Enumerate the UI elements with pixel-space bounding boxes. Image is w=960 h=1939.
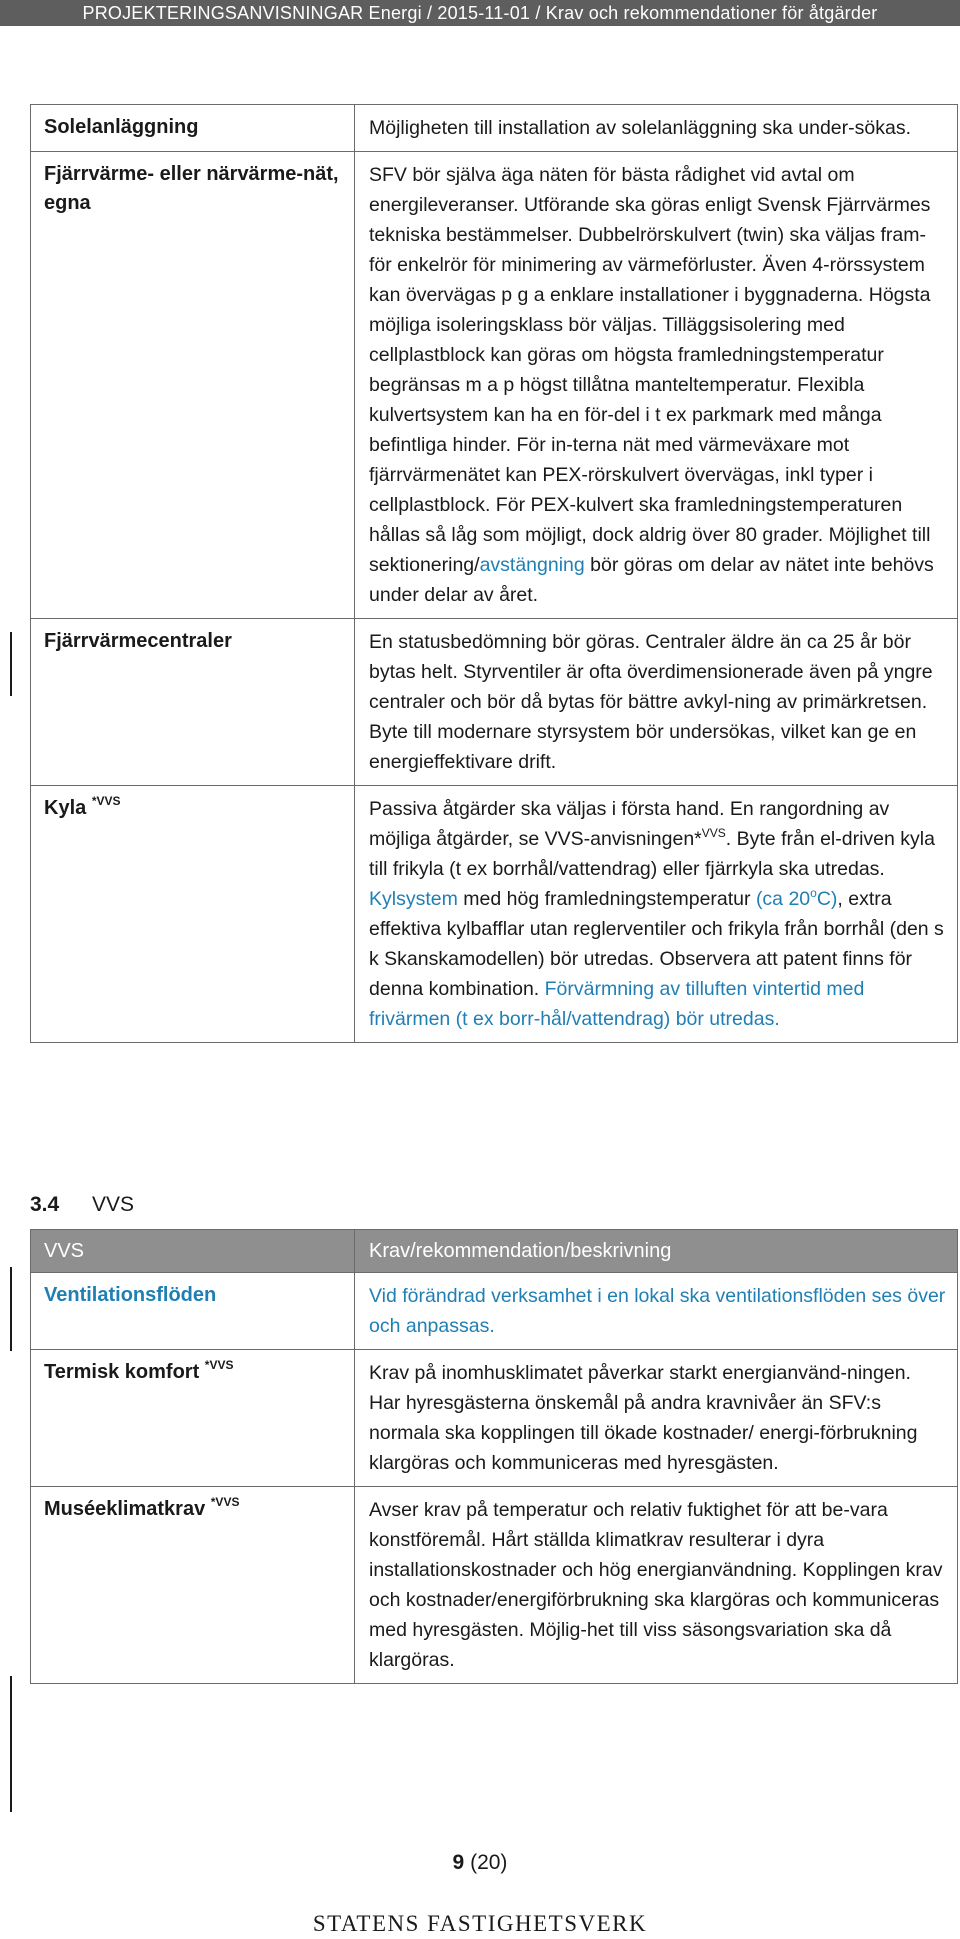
highlighted-term: Förvärmning av tilluften vintertid med frivärmen (t ex borr-hål/vattendrag) bör utredas. [369, 978, 865, 1030]
reference-marker: *VVS [91, 794, 121, 809]
row-text [355, 786, 958, 1043]
row-label: Solelanläggning [31, 105, 355, 152]
reference-marker: *VVS [210, 1495, 240, 1510]
row-text: Avser krav på temperatur och relativ fuktighet för att be-vara konstföremål. Hårt ställda klimatkrav resulterar i dyra installationskostnader och hög energianvändning. Kopplingen krav och kostnader/energiförbrukning ska klargöras och kommuniceras med hyresgästen. Möjlig-het till viss säsongsvariation ska då klargöras. [355, 1487, 958, 1684]
text-segment: Passiva åtgärder ska väljas i första hand. En rangordning av möjliga åtgärder, se VVS-anvisningen* [369, 798, 890, 850]
text-segment: med hög framledningstemperatur [457, 888, 756, 910]
column-header: Krav/rekommendation/beskrivning [355, 1230, 958, 1273]
page-number [0, 1851, 960, 1875]
column-header: VVS [31, 1230, 355, 1273]
row-text [355, 152, 958, 619]
section-title: VVS [92, 1193, 135, 1216]
degree-marker: o [810, 885, 817, 900]
table-row [31, 1487, 958, 1684]
table-row [31, 1350, 958, 1487]
organization-logo: STATENS FASTIGHETSVERK [312, 1911, 648, 1936]
table-row [31, 152, 958, 619]
row-text: Krav på inomhusklimatet påverkar starkt energianvänd-ningen. Har hyresgästerna önskemål på andra kravnivåer än SFV:s normala ska kopplingen till ökade kostnader/ energi-förbrukning klargöras och kommuniceras med hyresgästen. [355, 1350, 958, 1487]
section-heading [30, 1193, 134, 1217]
row-text: En statusbedömning bör göras. Centraler äldre än ca 25 år bör bytas helt. Styrventiler är ofta överdimensionerade även på yngre centraler och bör då bytas för bättre avkyl-ning av primärkretsen. Byte till modernare styrsystem bör undersökas, vilket kan ge en energieffektivare drift. [355, 619, 958, 786]
page-current: 9 [452, 1851, 465, 1874]
table-row [31, 786, 958, 1043]
table-row [31, 105, 958, 152]
change-bar [10, 1267, 12, 1351]
highlighted-term: Kylsystem [369, 888, 458, 910]
table-header-row [31, 1230, 958, 1273]
row-label: Ventilationsflöden [31, 1273, 355, 1350]
page-total: (20) [470, 1851, 508, 1874]
highlighted-term: avstängning [479, 554, 585, 576]
row-label: Fjärrvärmecentraler [31, 619, 355, 786]
section-number: 3.4 [30, 1193, 60, 1216]
text-segment: SFV bör själva äga näten för bästa rådighet vid avtal om energileveranser. Utförande ska göras enligt Svensk Fjärrvärmes tekniska bestämmelser. Dubbelrörskulvert (twin) ska väljas fram-för enkelrör för minimering av värmeförluster. Även 4-rörssystem kan övervägas p g a enklare installationer i byggnaderna. Högsta möjliga isoleringsklass bör väljas. Tilläggsisolering med cellplastblock kan göras om högsta framledningstemperatur begränsas m a p högst tillåtna manteltemperatur. Flexibla kulvertsystem kan ha en för-del i t ex parkmark med många befintliga hinder. För in-terna nät med värmeväxare mot fjärrvärmenätet kan PEX-rörskulvert övervägas, inkl typer i cellplastblock. För PEX-kulvert ska framledningstemperaturen hållas så låg som möjligt, dock aldrig över 80 grader. Möjlighet till sektionering/ [369, 164, 931, 576]
table-row [31, 619, 958, 786]
change-bar [10, 1676, 12, 1812]
table-row [31, 1273, 958, 1350]
text-segment: . Byte från el-driven kyla till frikyla (t ex borrhål/vattendrag) eller fjärrkyla ska utredas. [369, 828, 935, 880]
label-text: Kyla [44, 797, 87, 819]
row-text: Vid förändrad verksamhet i en lokal ska ventilationsflöden ses över och anpassas. [355, 1273, 958, 1350]
row-label [31, 786, 355, 1043]
text-segment: bör göras om delar av nätet inte behövs under delar av året. [369, 554, 934, 606]
highlighted-term: (ca 20 [755, 888, 811, 910]
reference-marker: VVS [701, 825, 726, 840]
change-bar [10, 632, 12, 696]
running-header: PROJEKTERINGSANVISNINGAR Energi / 2015-11-01 / Krav och rekommendationer för åtgärder [0, 0, 960, 26]
reference-marker: *VVS [204, 1358, 234, 1373]
label-text: Termisk komfort [44, 1361, 200, 1383]
text-segment: , extra effektiva kylbafflar utan reglerventiler och frikyla från borrhål (den s k Skanskamodellen) bör utredas. Observera att patent finns för denna kombination. [369, 888, 944, 1000]
row-text: Möjligheten till installation av solelanläggning ska under-sökas. [355, 105, 958, 152]
vvs-table [30, 1229, 958, 1684]
energy-measures-table [30, 104, 958, 1043]
label-text: Muséeklimatkrav [44, 1498, 206, 1520]
highlighted-term: C) [816, 888, 838, 910]
row-label [31, 1350, 355, 1487]
row-label: Fjärrvärme- eller närvärme-nät, egna [31, 152, 355, 619]
row-label [31, 1487, 355, 1684]
